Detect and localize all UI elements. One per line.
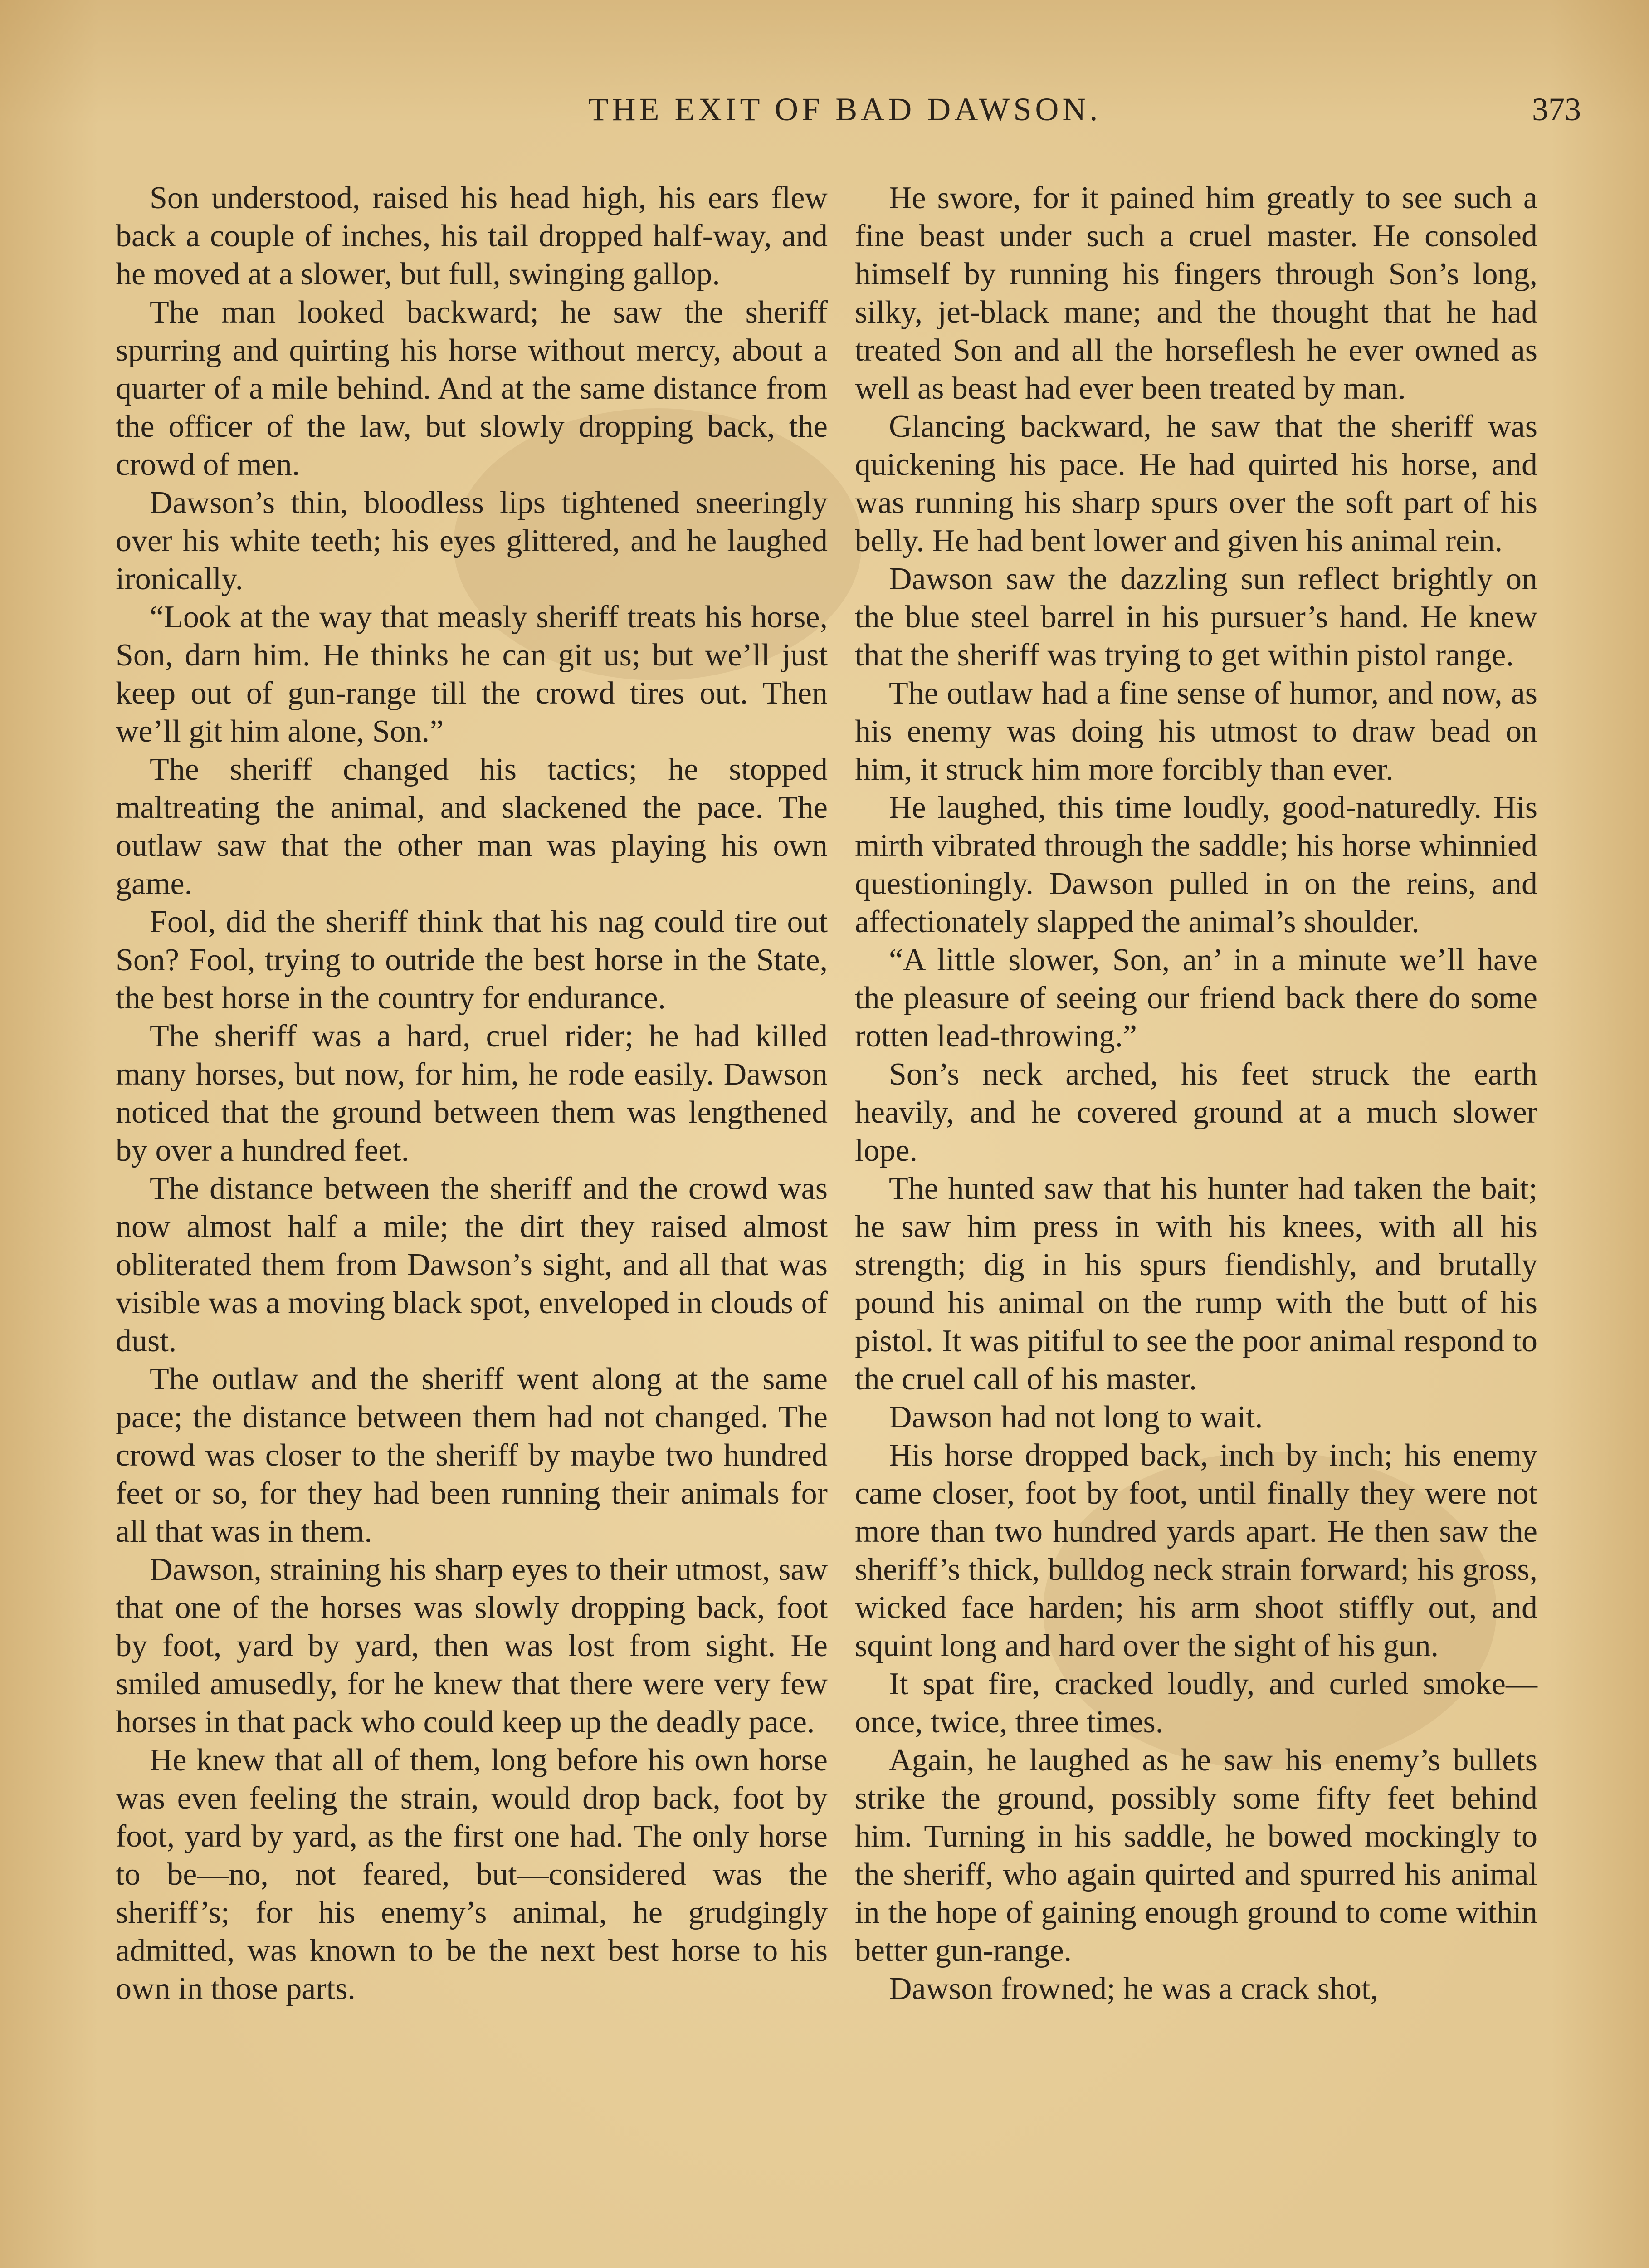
left-column: [116, 179, 828, 2008]
paragraph: “A little slower, Son, an’ in a minute we’ll have the pleasure of seeing our friend back there do some rotten lead-throwing.”: [855, 943, 1537, 1054]
paragraph: The outlaw had a fine sense of humor, and now, as his enemy was doing his utmost to draw bead on him, it struck him more forcibly than ever.: [855, 676, 1537, 787]
page-number: 373: [1532, 91, 1581, 127]
running-title: THE EXIT OF BAD DAWSON.: [588, 91, 1102, 127]
paragraph: His horse dropped back, inch by inch; his enemy came closer, foot by foot, until finally they were not more than two hundred yards apart. He then saw the sheriff’s thick, bulldog neck strain forward; his gross, wicked face harden; his arm shoot stiffly out, and squint long and hard over the sight of his gun.: [855, 1438, 1537, 1663]
right-column: [855, 179, 1537, 2008]
paragraph: Glancing backward, he saw that the sheriff was quickening his pace. He had quirted his horse, and was running his sharp spurs over the soft part of his belly. He had bent lower and given his animal rein.: [855, 409, 1537, 558]
paragraph: Dawson frowned; he was a crack shot,: [889, 1971, 1378, 2006]
paragraph: The sheriff was a hard, cruel rider; he had killed many horses, but now, for him, he rode easily. Dawson noticed that the ground between them was lengthened by over a hundred feet.: [116, 1019, 828, 1168]
paragraph: Again, he laughed as he saw his enemy’s bullets strike the ground, possibly some fifty feet behind him. Turning in his saddle, he bowed mockingly to the sheriff, who again quirted and spurred his animal in the hope of gaining enough ground to come within better gun-range.: [855, 1743, 1537, 1968]
paragraph: Dawson, straining his sharp eyes to their utmost, saw that one of the horses was slowly dropping back, foot by foot, yard by yard, then was lost from sight. He smiled amusedly, for he knew that there were very few horses in that pack who could keep up the deadly pace.: [116, 1552, 828, 1740]
paragraph: He knew that all of them, long before his own horse was even feeling the strain, would drop back, foot by foot, yard by yard, as the first one had. The only horse to be—no, not feared, but—considered was the sheriff’s; for his enemy’s animal, he grudgingly admitted, was known to be the next best horse to his own in those parts.: [116, 1743, 828, 2006]
paragraph: It spat fire, cracked loudly, and curled smoke—once, twice, three times.: [855, 1667, 1537, 1740]
paragraph: Dawson’s thin, bloodless lips tightened sneeringly over his white teeth; his eyes glittered, and he laughed ironically.: [116, 485, 828, 596]
paragraph: The outlaw and the sheriff went along at the same pace; the distance between them had not changed. The crowd was closer to the sheriff by maybe two hundred feet or so, for they had been running their animals for all that was in them.: [116, 1362, 828, 1549]
page-header: [109, 91, 1581, 141]
paragraph: Son’s neck arched, his feet struck the earth heavily, and he covered ground at a much slower lope.: [855, 1057, 1537, 1168]
paragraph: The hunted saw that his hunter had taken the bait; he saw him press in with his knees, with all his strength; dig in his spurs fiendishly, and brutally pound his animal on the rump with the butt of his pistol. It was pitiful to see the poor animal respond to the cruel call of his master.: [855, 1171, 1537, 1397]
paragraph: Fool, did the sheriff think that his nag could tire out Son? Fool, trying to outride the best horse in the State, the best horse in the country for endurance.: [116, 904, 828, 1016]
paragraph: The sheriff changed his tactics; he stopped maltreating the animal, and slackened the pace. The outlaw saw that the other man was playing his own game.: [116, 752, 828, 901]
paragraph: Dawson saw the dazzling sun reflect brightly on the blue steel barrel in his pursuer’s hand. He knew that the sheriff was trying to get within pistol range.: [855, 562, 1537, 673]
paragraph: “Look at the way that measly sheriff treats his horse, Son, darn him. He thinks he can git us; but we’ll just keep out of gun-range till the crowd tires out. Then we’ll git him alone, Son.”: [116, 600, 828, 749]
paragraph: He swore, for it pained him greatly to see such a fine beast under such a cruel master. He consoled himself by running his fingers through Son’s long, silky, jet-black mane; and the thought that he had treated Son and all the horseflesh he ever owned as well as beast had ever been treated by man.: [855, 181, 1537, 406]
paragraph: Dawson had not long to wait.: [889, 1400, 1263, 1435]
paragraph: The man looked backward; he saw the sheriff spurring and quirting his horse without mercy, about a quarter of a mile behind. And at the same distance from the officer of the law, but slowly dropping back, the crowd of men.: [116, 295, 828, 482]
paragraph: The distance between the sheriff and the crowd was now almost half a mile; the dirt they raised almost obliterated them from Dawson’s sight, and all that was visible was a moving black spot, enveloped in clouds of dust.: [116, 1171, 828, 1359]
paragraph: Son understood, raised his head high, his ears flew back a couple of inches, his tail dropped half-way, and he moved at a slower, but full, swinging gallop.: [116, 181, 828, 292]
paragraph: He laughed, this time loudly, good-naturedly. His mirth vibrated through the saddle; his horse whinnied questioningly. Dawson pulled in on the reins, and affectionately slapped the animal’s shoulder.: [855, 790, 1537, 939]
